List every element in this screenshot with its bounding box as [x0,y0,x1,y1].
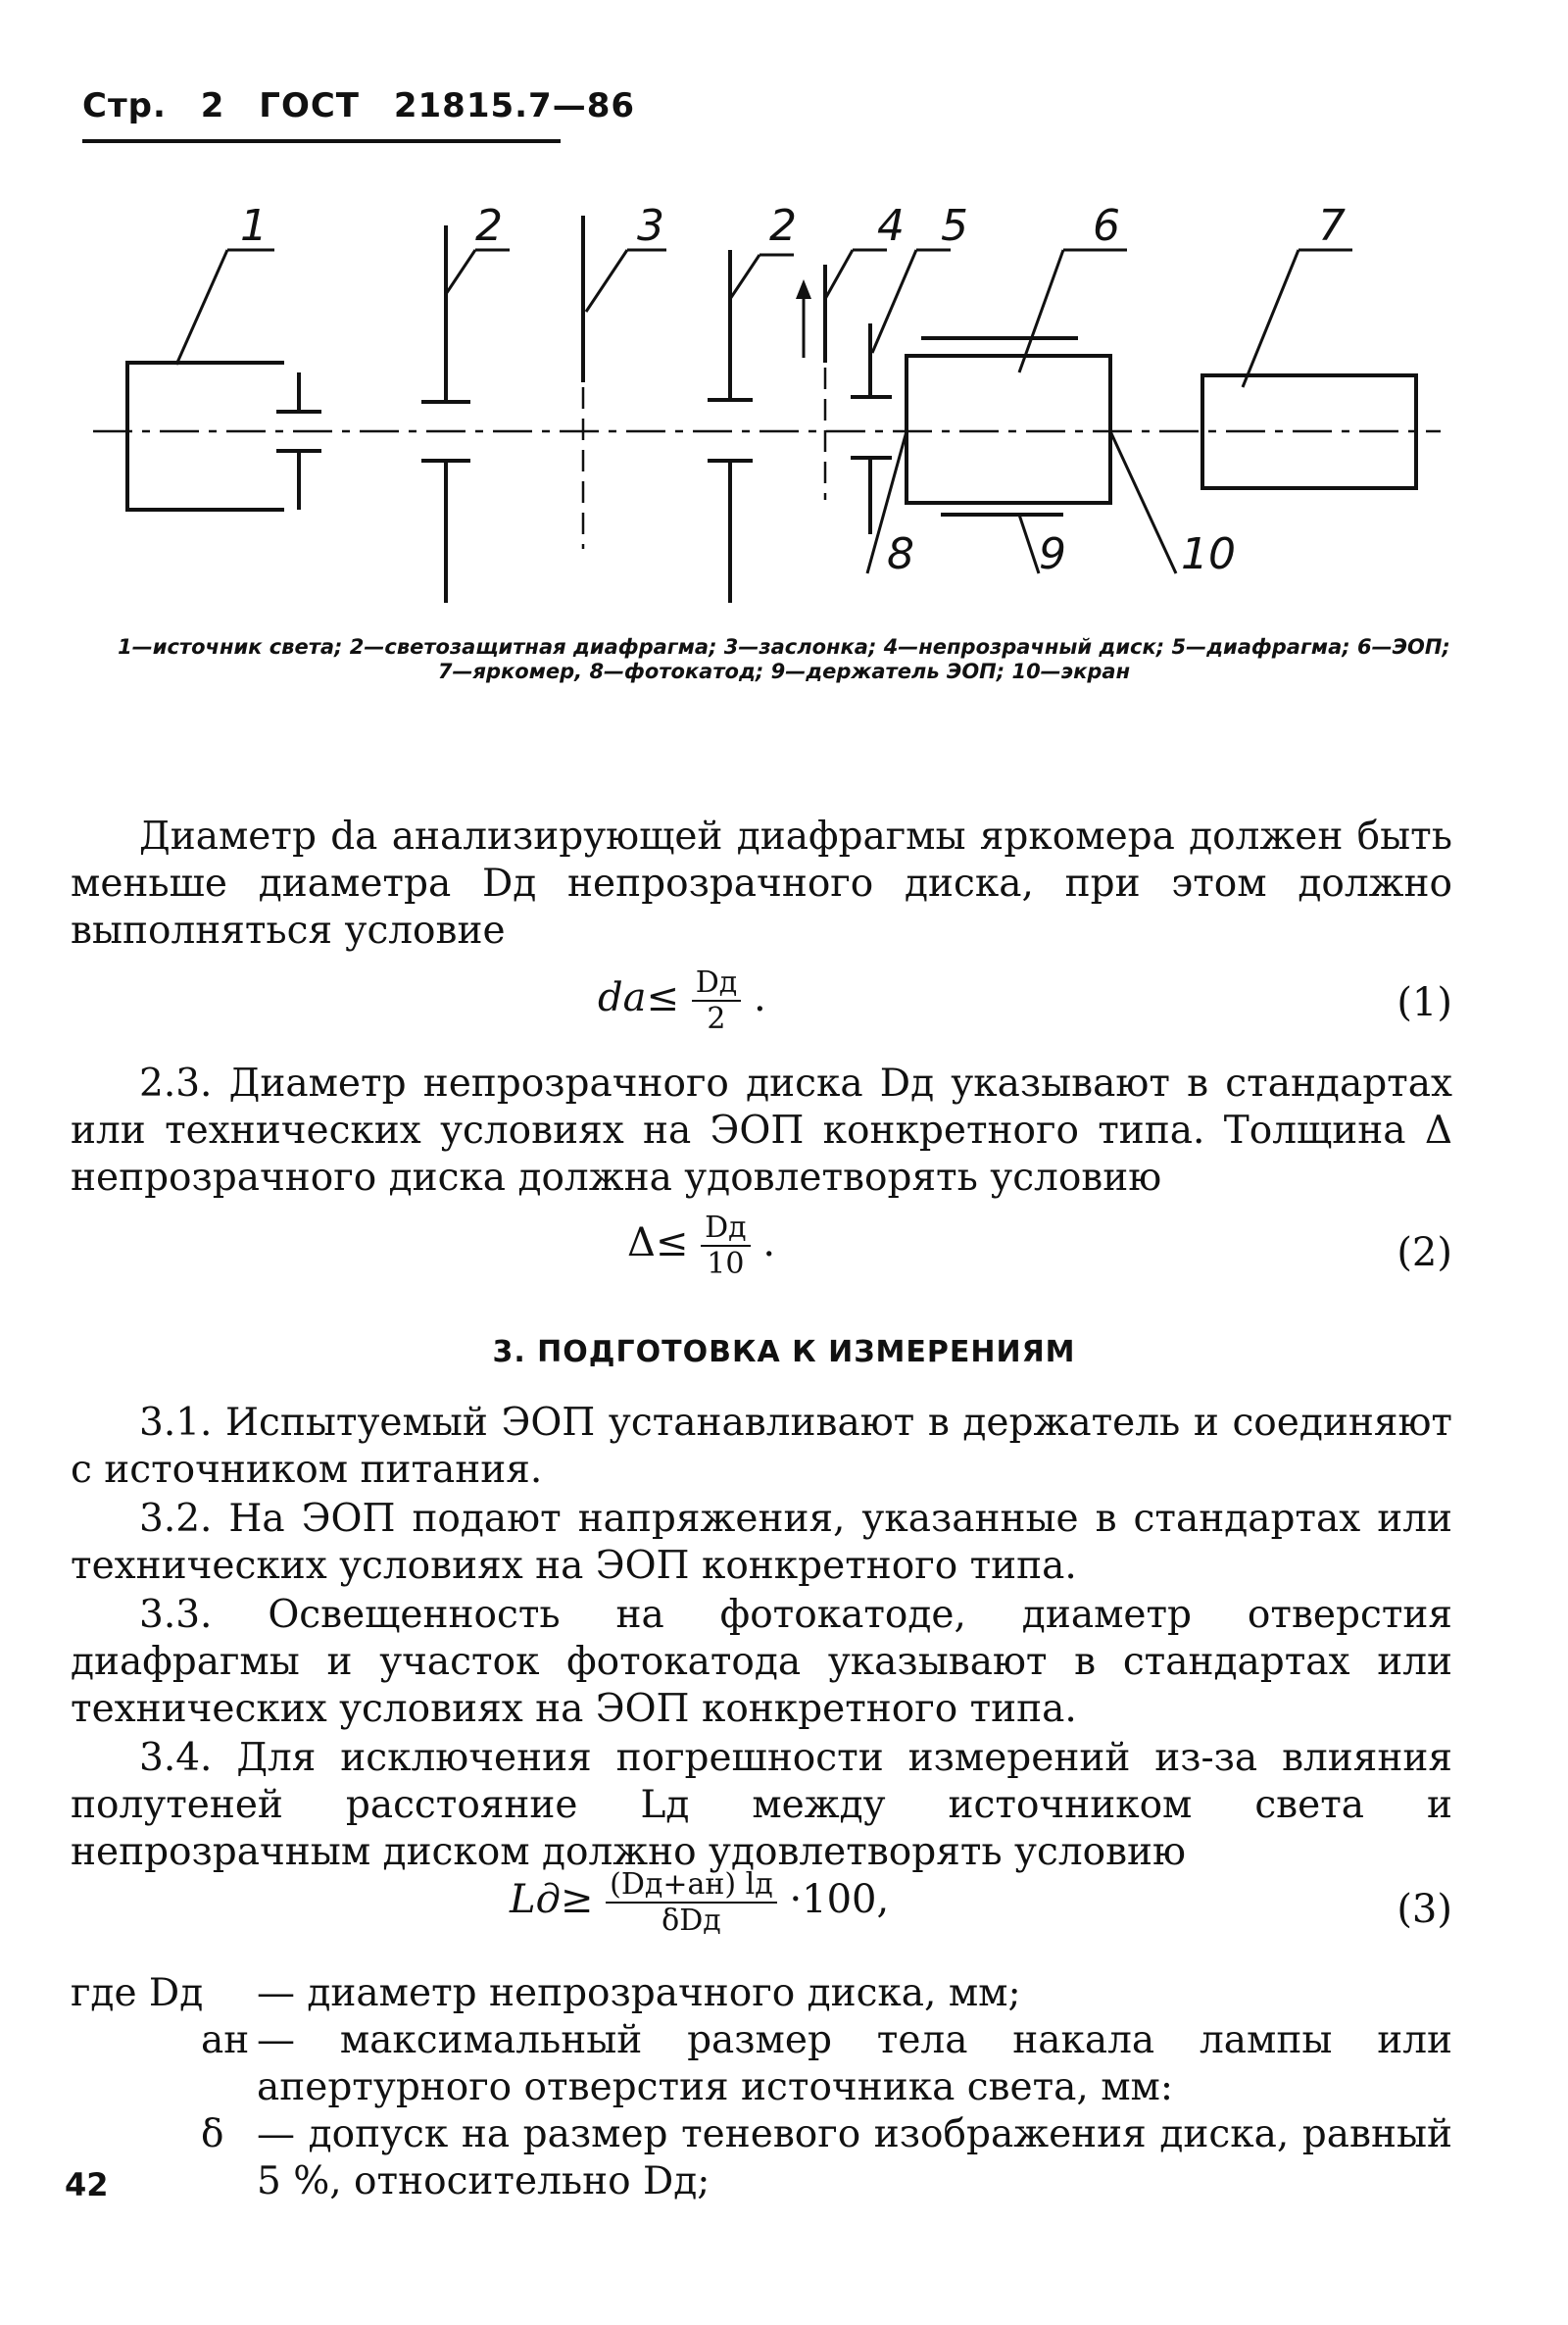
formula-3-tail: ·100, [789,1877,890,1922]
fig-label-2a: 2 [475,201,503,251]
light-source [127,363,284,510]
fig-label-9: 9 [1039,529,1066,579]
fig-label-2b: 2 [769,201,797,251]
paragraph-3-3: 3.3. Освещенность на фотокатоде, диаметр отверстия диафрагмы и участок фотокатода указывают в стандартах или технических условиях на ЭОП конкретного типа. [71,1593,1452,1731]
formula-3-den: δDд [662,1904,721,1938]
def-symbol-1: где Dд [71,1971,204,2015]
fig-label-4: 4 [877,201,905,251]
fig-label-1: 1 [240,201,268,251]
fig-label-3: 3 [637,201,664,251]
equation-number-1: (1) [1396,980,1452,1025]
paragraph-diaphragm-diameter: Диаметр dа анализирующей диафрагмы яркомера должен быть меньше диаметра Dд непрозрачного диска, при этом должно выполняться условие [71,815,1452,953]
equation-number-3: (3) [1396,1887,1452,1932]
fig-label-8: 8 [887,529,914,579]
formula-3 [510,1867,889,1938]
figure-caption: 1—источник света; 2—светозащитная диафрагма; 3—заслонка; 4—непрозрачный диск; 5—диафрагма; 6—ЭОП; 7—яркомер, 8—фотокатод; 9—держатель ЭОП; 10—экран [118,635,1450,683]
formula-3-lhs: Lд≥ [510,1877,594,1922]
page-num: 2 [200,86,225,125]
paragraph-3-2: 3.2. На ЭОП подают напряжения, указанные в стандартах или технических условиях на ЭОП конкретного типа. [71,1497,1452,1588]
formula-2-num: Dд [701,1211,751,1247]
formula-1-lhs: dа≤ [598,975,679,1020]
def-text-3: — допуск на размер теневого изображения диска, равный 5 %, относительно Dд; [257,2112,1452,2203]
schematic-figure [0,0,1568,627]
equation-number-2: (2) [1396,1230,1452,1275]
section-heading: 3. ПОДГОТОВКА К ИЗМЕРЕНИЯМ [492,1335,1076,1369]
def-text-1: — диаметр непрозрачного диска, мм; [257,1971,1021,2015]
formula-1-den: 2 [707,1002,726,1036]
formula-1-tail: . [753,975,766,1020]
paragraph-2-3: 2.3. Диаметр непрозрачного диска Dд указывают в стандартах или технических условиях на ЭОП конкретного типа. Толщина Δ непрозрачного диска должна удовлетворять условию [71,1062,1452,1200]
formula-2-lhs: Δ≤ [627,1220,689,1265]
formula-2 [627,1211,775,1281]
paragraph-3-4: 3.4. Для исключения погрешности измерений из-за влияния полутеней расстояние Lд между источником света и непрозрачным диском должно удовлетворять условию [71,1736,1452,1874]
page-label: Стр. [82,86,167,125]
image-intensifier [906,356,1110,503]
fig-label-7: 7 [1318,201,1346,251]
standard-label: ГОСТ [259,86,360,125]
def-text-2: — максимальный размер тела накала лампы или апертурного отверстия источника света, мм: [257,2018,1452,2109]
formula-1-num: Dд [692,965,742,1002]
def-symbol-3: δ [201,2112,224,2156]
arrow-head-icon [796,279,811,299]
formula-1 [598,965,766,1036]
formula-3-num: (Dд+ан) lд [606,1867,777,1904]
standard-number: 21815.7—86 [393,86,636,125]
formula-2-tail: . [762,1220,776,1265]
formula-2-den: 10 [707,1247,745,1281]
fig-label-10: 10 [1181,529,1236,579]
paragraph-3-1: 3.1. Испытуемый ЭОП устанавливают в держатель и соединяют с источником питания. [71,1401,1452,1492]
fig-label-6: 6 [1093,201,1120,251]
def-symbol-2: ан [201,2018,250,2062]
page-number: 42 [65,2166,109,2203]
fig-label-5: 5 [941,201,968,251]
